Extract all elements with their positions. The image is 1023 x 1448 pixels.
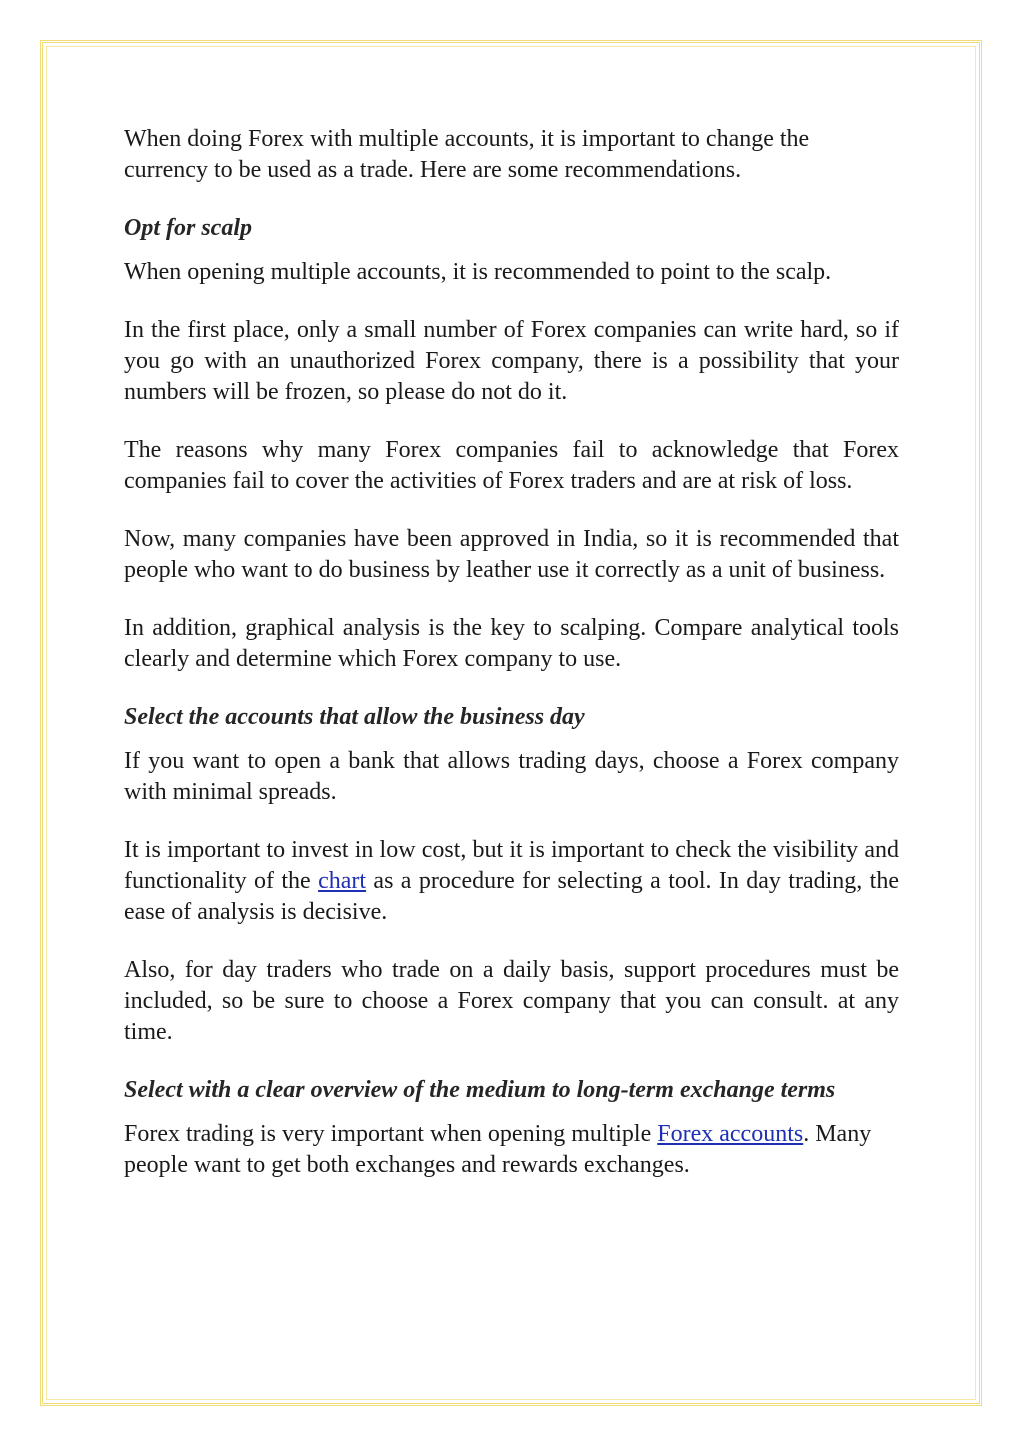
intro-paragraph: When doing Forex with multiple accounts, it is important to change the currency to be used as a trade. Here are some recommendations. [124,126,810,183]
forex-accounts-link[interactable]: Forex accounts [657,1121,804,1147]
paragraph-first-place: In the first place, only a small number of Forex companies can write hard, so if you go with an unauthorized Forex company, there is a possibility that your numbers will be frozen, so please do not do it. [124,317,899,405]
chart-link[interactable]: chart [318,868,367,894]
paragraph-reasons: The reasons why many Forex companies fail to acknowledge that Forex companies fail to cover the activities of Forex traders and are at risk of loss. [124,437,899,494]
paragraph-forex-trading-text-end: . Many people want to get both exchanges and rewards exchanges. [124,1121,872,1178]
heading-business-day: Select the accounts that allow the business day [124,704,585,730]
paragraph-scalp: When opening multiple accounts, it is recommended to point to the scalp. [124,259,832,285]
paragraph-low-cost-text-start: It is important to invest in low cost, but it is important to check the visibility and functionality of the [124,837,899,894]
paragraph-low-cost [124,835,899,928]
paragraph-forex-trading-text-start: Forex trading is very important when opening multiple [124,1121,658,1147]
paragraph-low-cost-text-end: as a procedure for selecting a tool. In day trading, the ease of analysis is decisive. [124,868,899,925]
paragraph-day-traders: Also, for day traders who trade on a daily basis, support procedures must be included, so be sure to choose a Forex company that you can consult. at any time. [124,957,899,1045]
paragraph-india: Now, many companies have been approved in India, so it is recommended that people who want to do business by leather use it correctly as a unit of business. [124,526,899,583]
paragraph-graphical-analysis: In addition, graphical analysis is the key to scalping. Compare analytical tools clearly and determine which Forex company to use. [124,615,899,672]
heading-long-term: Select with a clear overview of the medium to long-term exchange terms [124,1077,836,1103]
heading-opt-for-scalp: Opt for scalp [124,215,252,241]
document-body [124,124,899,1208]
paragraph-trading-days: If you want to open a bank that allows trading days, choose a Forex company with minimal spreads. [124,748,899,805]
paragraph-forex-trading [124,1119,899,1181]
